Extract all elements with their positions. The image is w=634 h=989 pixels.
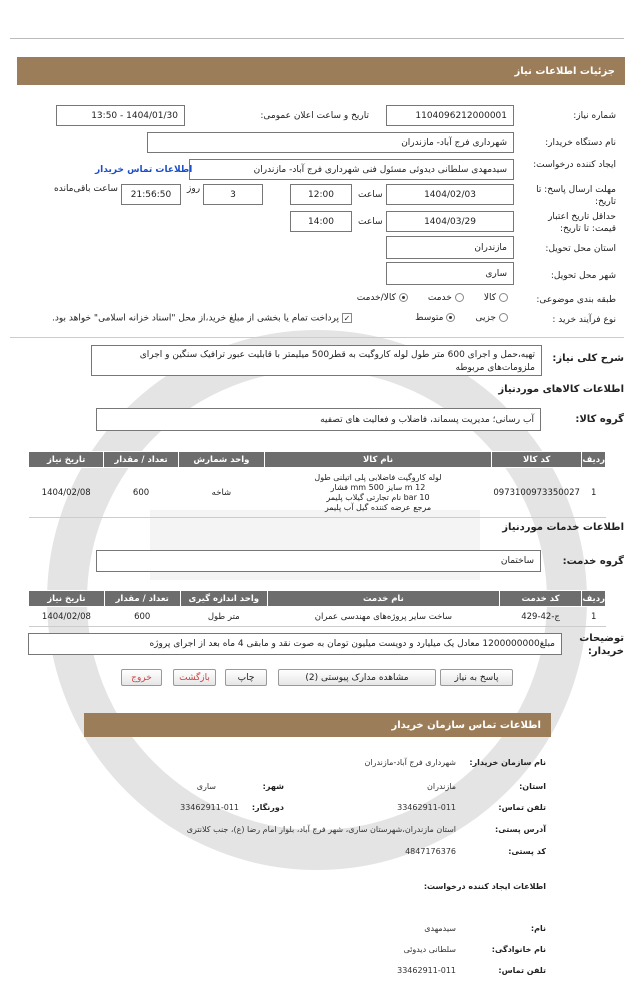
contact-postal-label: کد پستی: (508, 847, 546, 856)
summary-label: شرح کلی نیاز: (552, 353, 624, 364)
notes-field: مبلغ1200000000 معادل یک میلیارد و دویست میلیون تومان به صوت نقد و مابقی 4 ماه بعد از اجرای پروژه (28, 633, 562, 655)
attachments-button[interactable]: مشاهده مدارک پیوستی (2) (278, 669, 436, 686)
col-date: تاریخ نیاز (29, 452, 104, 468)
col-code: کد کالا (491, 452, 582, 468)
category-option-service[interactable]: خدمت (428, 293, 464, 303)
creator-label: ایجاد کننده درخواست: (533, 160, 616, 170)
print-button[interactable]: چاپ (225, 669, 267, 686)
page-title: جزئیات اطلاعات نیاز (514, 65, 615, 77)
validity-time-field: 14:00 (290, 211, 352, 232)
contact-header: اطلاعات تماس سازمان خریدار (84, 713, 551, 737)
services-group-label: گروه خدمت: (562, 556, 624, 567)
category-option-goods-service[interactable]: کالا/خدمت (357, 293, 408, 303)
creator-field: سیدمهدی سلطانی دیدوئی مسئول فنی شهرداری فرج آباد- مازندران (189, 159, 514, 180)
creator-name-label: نام: (530, 924, 546, 933)
reply-button[interactable]: پاسخ به نیاز (440, 669, 513, 686)
category-option-goods[interactable]: کالا (484, 293, 508, 303)
creator-name: سیدمهدی (424, 924, 456, 933)
buyer-org-field: شهرداری فرج آباد- مازندران (147, 132, 514, 153)
validity-date-field: 1404/03/29 (386, 211, 514, 232)
province-label: استان محل تحویل: (545, 244, 616, 254)
category-radio-group (357, 293, 508, 303)
services-table-header: ردیف کد خدمت نام خدمت واحد اندازه گیری تعداد / مقدار تاریخ نیاز (29, 591, 606, 607)
city-field: ساری (386, 262, 514, 285)
deadline-time-field: 12:00 (290, 184, 352, 205)
contact-fax: 33462911-011 (180, 803, 239, 812)
need-number-label: شماره نیاز: (573, 111, 616, 121)
contact-org-label: نام سازمان خریدار: (469, 758, 546, 767)
announce-field: 1404/01/30 - 13:50 (56, 105, 185, 126)
page-header (17, 57, 625, 85)
contact-phone-label: تلفن تماس: (498, 803, 546, 812)
city-label: شهر محل تحویل: (550, 271, 616, 281)
contact-address-label: آدرس پستی: (495, 825, 546, 834)
creator-phone: 33462911-011 (397, 966, 456, 975)
process-option-medium[interactable]: متوسط (415, 313, 455, 323)
services-table (28, 590, 606, 627)
days-label: روز (187, 184, 201, 194)
goods-table (28, 451, 606, 518)
top-divider (10, 38, 624, 39)
summary-field: تهیه،حمل و اجرای 600 متر طول لوله کاروگیت به قطر500 میلیمتر با قابلیت عبور ترافیک سنگین و اجرای ملزومات‌های مربوطه (91, 345, 542, 376)
table-row: 1 ج-42-429 ساخت سایر پروژه‌های مهندسی عمران متر طول 600 1404/02/08 (29, 607, 606, 627)
creator-phone-label: تلفن تماس: (498, 966, 546, 975)
goods-section-title: اطلاعات کالاهای موردنیاز (498, 384, 624, 395)
announce-label: تاریخ و ساعت اعلان عمومی: (260, 111, 369, 121)
category-label: طبقه بندی موضوعی: (536, 295, 616, 305)
services-section-title: اطلاعات خدمات موردنیاز (502, 522, 624, 533)
col-name: نام کالا (265, 452, 492, 468)
contact-postal: 4847176376 (405, 847, 456, 856)
payment-checkbox[interactable]: ✓ (343, 314, 351, 323)
deadline-label: مهلت ارسال پاسخ: تا تاریخ: (536, 185, 616, 207)
notes-label: توضیحات خریدار: (579, 633, 624, 657)
col-unit: واحد شمارش (178, 452, 264, 468)
goods-group-label: گروه کالا: (575, 414, 624, 425)
back-button[interactable]: بازگشت (173, 669, 216, 686)
validity-time-label: ساعت (358, 217, 383, 227)
contact-province-label: استان: (519, 782, 546, 791)
contact-city-label: شهر: (262, 782, 284, 791)
goods-table-header (29, 452, 606, 468)
validity-label: حداقل تاریخ اعتبار قیمت: تا تاریخ: (548, 212, 616, 234)
goods-group-field: آب رسانی؛ مدیریت پسماند، فاضلاب و فعالیت های تصفیه (96, 408, 541, 431)
buyer-org-label: نام دستگاه خریدار: (545, 138, 616, 148)
contact-org: شهرداری فرج آباد-مازندران (364, 758, 456, 767)
contact-phone: 33462911-011 (397, 803, 456, 812)
contact-address: استان مازندران،شهرستان ساری، شهر فرج آباد، بلوار امام رضا (ع)، جنب کلانتری (186, 825, 456, 834)
remaining-time-label: ساعت باقی‌مانده (54, 184, 118, 194)
need-number-field: 1104096212000001 (386, 105, 514, 126)
col-row: ردیف (582, 452, 606, 468)
creator-section-title: اطلاعات ایجاد کننده درخواست: (423, 882, 546, 891)
process-radio-group (415, 313, 508, 323)
creator-family: سلطانی دیدوئی (403, 945, 456, 954)
col-qty: تعداد / مقدار (104, 452, 178, 468)
contact-fax-label: دورنگار: (251, 803, 284, 812)
exit-button[interactable]: خروج (121, 669, 162, 686)
province-field: مازندران (386, 236, 514, 259)
table-row: 1 0973100973350027 لوله کاروگیت فاضلابی پلی اتیلنی طول 12 m سایز 500 mm فشار 10 bar نام تجارتی گیلاب پلیمر مرجع عرضه کننده گیل آب پلیمر شاخه 600 1404/02/08 (29, 468, 606, 518)
contact-province: مازندران (427, 782, 456, 791)
buyer-contact-link[interactable]: اطلاعات تماس خریدار (95, 165, 193, 175)
process-label: نوع فرآیند خرید : (552, 315, 616, 325)
creator-family-label: نام خانوادگی: (491, 945, 546, 954)
deadline-date-field: 1404/02/03 (386, 184, 514, 205)
remaining-time-field: 21:56:50 (121, 184, 181, 205)
deadline-time-label: ساعت (358, 190, 383, 200)
days-remaining-field: 3 (203, 184, 263, 205)
process-option-minor[interactable]: جزیی (475, 313, 508, 323)
divider (10, 337, 624, 338)
payment-note: ✓پرداخت تمام یا بخشی از مبلغ خرید،از محل "اسناد خزانه اسلامی" خواهد بود. (52, 313, 351, 324)
contact-city: ساری (196, 782, 216, 791)
services-group-field: ساختمان (96, 550, 541, 572)
